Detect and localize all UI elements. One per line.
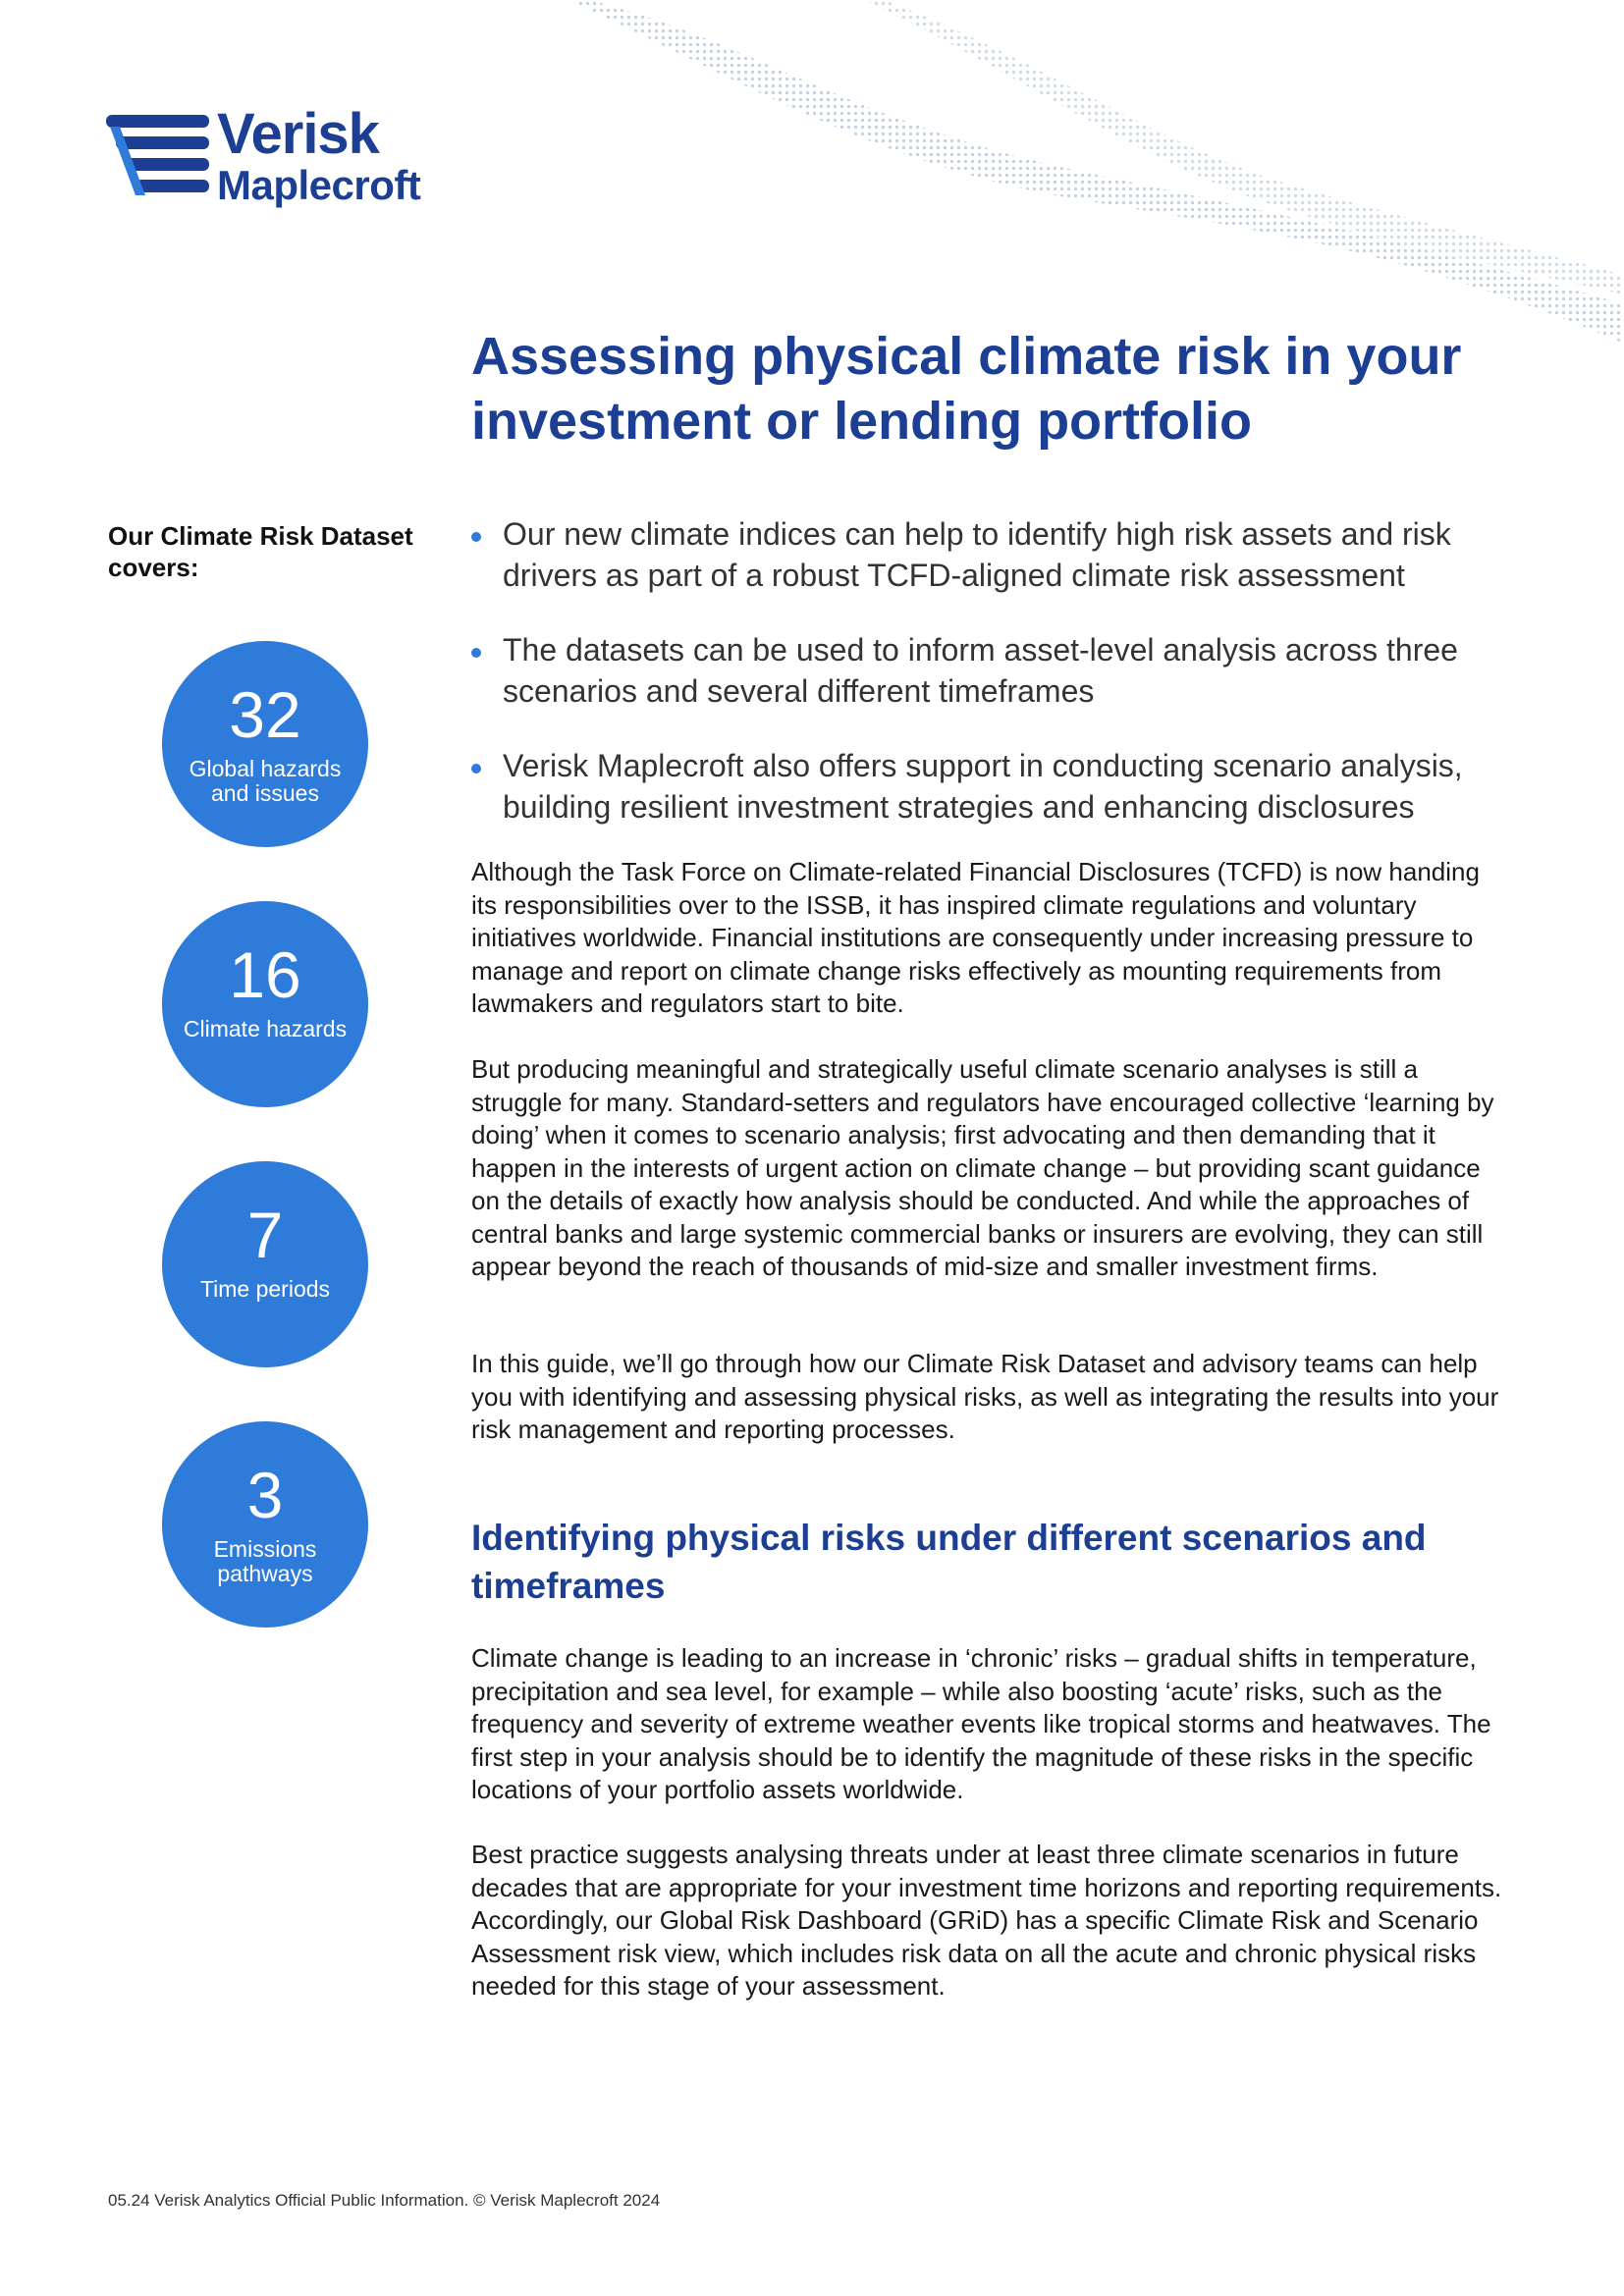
section-heading: Identifying physical risks under different scenarios and timeframes: [471, 1518, 1427, 1606]
stat-circle-time-periods: [162, 1161, 368, 1367]
stat-label: Time periods: [199, 1276, 331, 1302]
key-point-item: Our new climate indices can help to identify high risk assets and risk drivers as part of a robust TCFD-aligned climate risk assessment: [471, 513, 1512, 596]
stat-label: Emissions pathways: [213, 1536, 317, 1586]
key-point-item: Verisk Maplecroft also offers support in conducting scenario analysis, building resilient investment strategies and enhancing disclosures: [471, 745, 1512, 828]
paragraph-text: Although the Task Force on Climate-related Financial Disclosures (TCFD) is now handing its responsibilities over to the ISSB, it has inspired climate regulations and voluntary initiatives worldwide. Financial institutions are consequently under increasing pressure to manage and report on climate change risks effectively as mounting requirements from lawmakers and regulators start to bite.: [471, 857, 1480, 1018]
decorative-dot-wave: [550, 0, 1624, 353]
paragraph-text: In this guide, we’ll go through how our Climate Risk Dataset and advisory teams can help you with identifying and assessing physical risks, as well as integrating the results into your risk management and reporting processes.: [471, 1349, 1499, 1444]
stat-number: 16: [229, 938, 301, 1011]
paragraph-text: But producing meaningful and strategically useful climate scenario analyses is still a struggle for many. Standard-setters and regulators have encouraged collective ‘learning by doing’ when it comes to scenario analysis; first advocating and then demanding that it happen in the interests of urgent action on climate change – but providing scant guidance on the details of exactly how analysis should be conducted. And while the approaches of central banks and large systemic commercial banks or insurers are evolving, they can still appear beyond the reach of thousands of mid-size and smaller investment firms.: [471, 1054, 1494, 1281]
stat-circle-global-hazards: [162, 641, 368, 847]
page-title: Assessing physical climate risk in your investment or lending portfolio: [471, 327, 1462, 451]
stat-label: Global hazards and issues: [189, 756, 342, 806]
key-point-item: The datasets can be used to inform asset-level analysis across three scenarios and several different timeframes: [471, 629, 1512, 712]
stat-number: 32: [229, 678, 301, 751]
logo-line-1: Verisk: [217, 102, 379, 166]
intro-paragraph-2: [471, 1053, 1512, 1284]
section-paragraph-2: [471, 1839, 1512, 2003]
stat-number: 3: [246, 1459, 284, 1531]
logo-wordmark: [217, 102, 421, 208]
paragraph-text: Climate change is leading to an increase in ‘chronic’ risks – gradual shifts in temperature, precipitation and sea level, for example – while also boosting ‘acute’ risks, such as the frequency and severity of extreme weather events like tropical storms and heatwaves. The first step in your analysis should be to identify the magnitude of these risks in the specific locations of your portfolio assets worldwide.: [471, 1643, 1491, 1804]
verisk-logo-mark-icon: [106, 107, 209, 205]
paragraph-text: Best practice suggests analysing threats under at least three climate scenarios in future decades that are appropriate for your investment time horizons and reporting requirements. Accordingly, our Global Risk Dashboard (GRiD) has a specific Climate Risk and Scenario Assessment risk view, which includes risk data on all the acute and chronic physical risks needed for this stage of your assessment.: [471, 1840, 1502, 2001]
intro-paragraph-3: [471, 1348, 1512, 1447]
section-paragraph-1: [471, 1642, 1512, 1807]
logo-line-2: Maplecroft: [217, 162, 421, 208]
intro-paragraph-1: [471, 856, 1512, 1021]
stat-circle-emissions-pathways: [162, 1421, 368, 1628]
key-points-list: [471, 513, 1512, 861]
stat-circle-climate-hazards: [162, 901, 368, 1107]
sidebar-heading: Our Climate Risk Dataset covers:: [108, 521, 413, 582]
stat-label: Climate hazards: [183, 1016, 348, 1041]
verisk-maplecroft-logo: [106, 102, 421, 208]
footer-copyright: 05.24 Verisk Analytics Official Public Information. © Verisk Maplecroft 2024: [108, 2191, 661, 2210]
stat-number: 7: [246, 1199, 284, 1271]
